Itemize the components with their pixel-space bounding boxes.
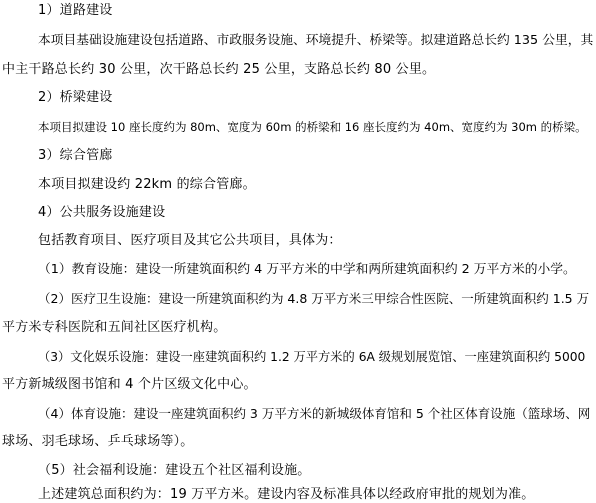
item-culture-facilities-line-2: 平方新城级图书馆和 4 个片区级文化中心。 <box>2 377 257 392</box>
heading-road-construction: 1）道路建设 <box>38 3 113 18</box>
heading-public-service-facilities: 4）公共服务设施建设 <box>38 205 166 220</box>
paragraph-road-line-1: 本项目基础设施建设包括道路、市政服务设施、环境提升、桥梁等。拟建道路总长约 135 公里，其 <box>38 33 594 48</box>
paragraph-total-area: 上述建筑总面积约为：19 万平方米。建设内容及标准具体以经政府审批的规划为准。 <box>38 487 535 502</box>
paragraph-public-service-intro: 包括教育项目、医疗项目及其它公共项目，具体为： <box>38 233 342 248</box>
item-sports-facilities-line-1: （4）体育设施：建设一座建筑面积约 3 万平方米的新城级体育馆和 5 个社区体育设施（篮球场、网 <box>38 406 591 421</box>
item-education-facilities: （1）教育设施：建设一所建筑面积约 4 万平方米的中学和两所建筑面积约 2 万平方米的小学。 <box>38 262 576 277</box>
paragraph-road-line-2: 中主干路总长约 30 公里，次干路总长约 25 公里，支路总长约 80 公里。 <box>2 62 436 77</box>
item-medical-facilities-line-1: （2）医疗卫生设施：建设一所建筑面积约为 4.8 万平方米三甲综合性医院、一所建筑面积约 1.5 万 <box>38 291 590 306</box>
paragraph-bridge-line-1: 本项目拟建设 10 座长度约为 80m、宽度为 60m 的桥梁和 16 座长度约为 40m、宽度约为 30m 的桥梁。 <box>38 120 587 134</box>
item-medical-facilities-line-2: 平方米专科医院和五间社区医疗机构。 <box>2 320 227 335</box>
item-welfare-facilities: （5）社会福利设施：建设五个社区福利设施。 <box>38 463 311 478</box>
paragraph-utility-tunnel: 本项目拟建设约 22km 的综合管廊。 <box>38 177 256 192</box>
heading-utility-tunnel: 3）综合管廊 <box>38 148 113 163</box>
heading-bridge-construction: 2）桥梁建设 <box>38 90 113 105</box>
item-culture-facilities-line-1: （3）文化娱乐设施：建设一座建筑面积约 1.2 万平方米的 6A 级规划展览馆、一座建筑面积约 5000 <box>38 350 586 364</box>
item-sports-facilities-line-2: 球场、羽毛球场、乒乓球场等）。 <box>2 434 194 449</box>
